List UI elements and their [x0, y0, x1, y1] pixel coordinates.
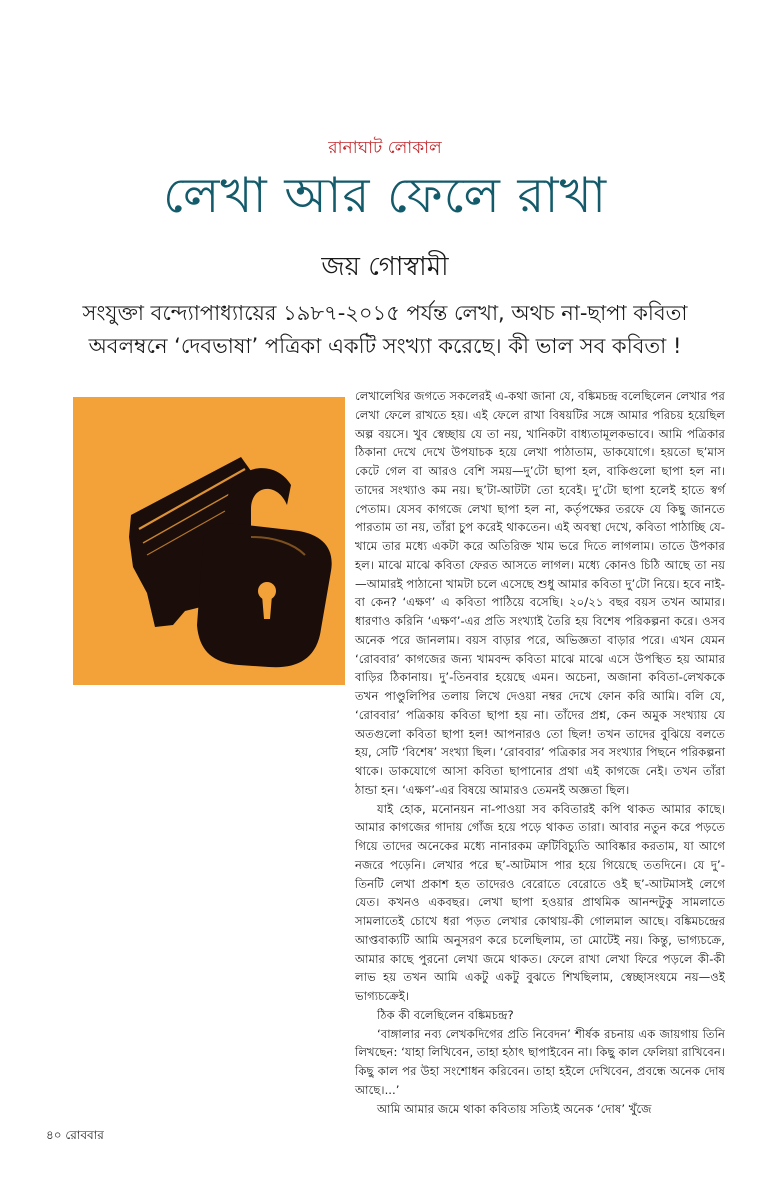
- author-byline: জয় গোস্বামী: [321, 252, 449, 282]
- page-folio: ৪০ রোববার: [46, 1128, 104, 1142]
- article-paragraph: ঠিক কী বলেছিলেন বঙ্কিমচন্দ্র?: [377, 1007, 514, 1022]
- article-standfirst: সংযুক্তা বন্দ্যোপাধ্যায়ের ১৯৮৭-২০১৫ পর্যন্ত লেখা, অথচ না-ছাপা কবিতা অবলম্বনে ‘দেবভাষা’ পত্রিকা একটি সংখ্যা করেছে। কী ভাল সব কবিতা !: [82, 301, 688, 358]
- article-paragraph: ‘বাঙ্গালার নব্য লেখকদিগের প্রতি নিবেদন’ শীর্ষক রচনায় এক জায়গায় তিনি লিখছেন: ‘যাহা লিখিবেন, তাহা হঠাৎ ছাপাইবেন না। কিছু কাল ফেলিয়া রাখিবেন। কিছু কাল পর উহা সংশোধন করিবেন। তাহা হইলে দেখিবেন, প্রবন্ধে অনেক দোষ আছে।...’: [355, 1026, 725, 1097]
- article-body: [355, 387, 725, 1118]
- article-paragraph: আমি আমার জমে থাকা কবিতায় সত্যিই অনেক ‘দোষ’ খুঁজে: [377, 1101, 652, 1116]
- section-kicker: রানাঘাট লোকাল: [328, 138, 442, 158]
- article-headline: লেখা আর ফেলে রাখা: [162, 167, 608, 224]
- article-paragraph: লেখালেখির জগতে সকলেরই এ-কথা জানা যে, বঙ্কিমচন্দ্র বলেছিলেন লেখার পর লেখা ফেলে রাখতে হয়। এই ফেলে রাখা বিষয়টির সঙ্গে আমার পরিচয় হয়েছিল অল্প বয়সে। খুব স্বেচ্ছায় যে তা নয়, খানিকটা বাধ্যতামূলকভাবে। আমি পত্রিকার ঠিকানা দেখে দেখে উপযাচক হয়ে লেখা পাঠাতাম, ডাকযোগে। হয়তো ছ’মাস কেটে গেল বা আরও বেশি সময়—দু’টো ছাপা হল, বাকিগুলো ছাপা হল না। তাদের সংখ্যাও কম নয়। ছ’টা-আটটা তো হবেই। দু’টো ছাপা হলেই হাতে স্বর্গ পেতাম। যেসব কাগজে লেখা ছাপা হল না, কর্তৃপক্ষের তরফে যে কিছু জানতে পারতাম তা নয়, তাঁরা চুপ করেই থাকতেন। এই অবস্থা দেখে, কবিতা পাঠাচ্ছি যে-খামে তার মধ্যে একটা করে অতিরিক্ত খাম ভরে দিতে লাগলাম। তাতে উপকার হল। মাঝে মাঝে কবিতা ফেরত আসতে লাগল। মধ্যে কোনও চিঠি আছে তা নয়—আমারই পাঠানো খামটা চলে এসেছে শুধু আমার কবিতা দু’টো নিয়ে। হবে নাই-বা কেন? ‘এক্ষণ’ এ কবিতা পাঠিয়ে বসেছি। ২০/২১ বছর বয়স তখন আমার। ধারণাও করিনি ‘এক্ষণ’-এর প্রতি সংখ্যাই তৈরি হয় বিশেষ পরিকল্পনা করে। ওসব অনেক পরে জানলাম। বয়স বাড়ার পরে, অভিজ্ঞতা বাড়ার পরে। এখন যেমন ‘রোববার’ কাগজের জন্য খামবন্দ কবিতা মাঝে মাঝে এসে উপস্থিত হয় আমার বাড়ির ঠিকানায়। দু’-তিনবার হয়েছে এমন। অচেনা, অজানা কবিতা-লেখককে তখন পাণ্ডুলিপির তলায় লিখে দেওয়া নম্বর দেখে ফোন করি আমি। বলি যে, ‘রোববার’ পত্রিকায় কবিতা ছাপা হয় না। তাঁদের প্রশ্ন, কেন অমুক সংখ্যায় যে অতগুলো কবিতা ছাপা হল! আপনারও তো ছিল! তখন তাদের বুঝিয়ে বলতে হয়, সেটি ‘বিশেষ’ সংখ্যা ছিল। ‘রোববার’ পত্রিকার সব সংখ্যার পিছনে পরিকল্পনা থাকে। ডাকযোগে আসা কবিতা ছাপানোর প্রথা এই কাগজে নেই। তখন তাঁরা ঠান্ডা হন। ‘এক্ষণ’-এর বিষয়ে আমারও তেমনই অজ্ঞতা ছিল।: [355, 389, 725, 797]
- padlock-illustration: [73, 397, 345, 685]
- article-paragraph: যাই হোক, মনোনয়ন না-পাওয়া সব কবিতারই কপি থাকত আমার কাছে। আমার কাগজের গাদায় গোঁজ হয়ে পড়ে থাকত তারা। আবার নতুন করে পড়তে গিয়ে তাদের অনেকের মধ্যে নানারকম ত্রুটিবিচ্যুতি আবিষ্কার করতাম, যা আগে নজরে পড়েনি। লেখার পরে ছ’-আটমাস পার হয়ে গিয়েছে ততদিনে। যে দু’-তিনটি লেখা প্রকাশ হত তাদেরও বেরোতে বেরোতে ওই ছ’-আটমাসই লেগে যেত। কখনও একবছর। লেখা ছাপা হওয়ার প্রাথমিক আনন্দটুকু সামলাতে সামলাতেই চোখে ধরা পড়ত লেখার কোথায়-কী গোলমাল আছে। বঙ্কিমচন্দ্রের আপ্তবাক্যটি আমি অনুসরণ করে চলেছিলাম, তা মোটেই নয়। কিন্তু, ভাগ্যচক্রে, আমার কাছে পুরনো লেখা জমে থাকত। ফেলে রাখা লেখা ফিরে পড়লে কী-কী লাভ হয় তখন আমি একটু একটু বুঝতে শিখছিলাম, স্বেচ্ছাসংযমে নয়—ওই ভাগ্যচক্রেই।: [355, 801, 725, 1003]
- open-padlock-and-card-icon: [73, 397, 345, 685]
